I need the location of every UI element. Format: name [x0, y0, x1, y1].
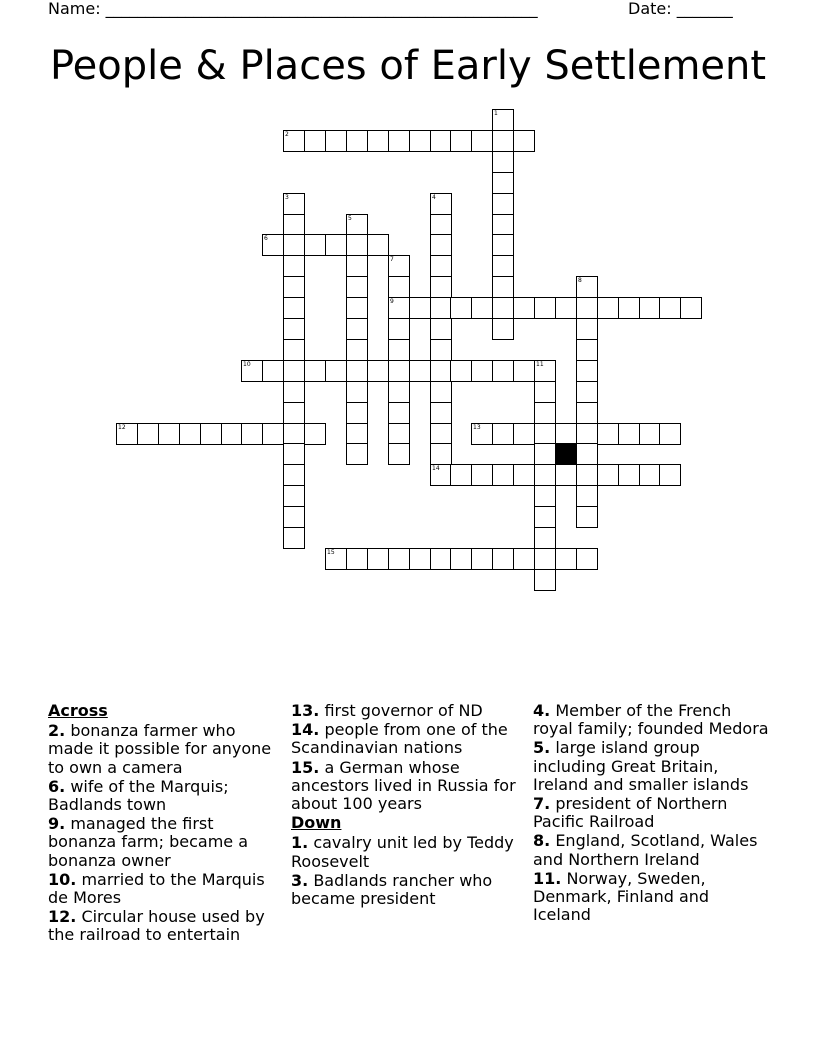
- grid-cell[interactable]: [534, 569, 556, 591]
- grid-cell[interactable]: [346, 443, 368, 465]
- across-clue-9: 9. managed the first bonanza farm; became a bonanza owner: [48, 814, 249, 870]
- grid-cell[interactable]: [492, 193, 514, 215]
- down-clue-11: 11. Norway, Sweden, Denmark, Finland and Iceland: [533, 868, 710, 925]
- grid-cell[interactable]: [555, 464, 577, 486]
- grid-cell[interactable]: [576, 276, 598, 298]
- across-heading: Across: [48, 701, 108, 720]
- grid-cell[interactable]: [430, 234, 452, 256]
- grid-cell[interactable]: [680, 297, 702, 319]
- page-title: People & Places of Early Settlement: [49, 43, 767, 89]
- grid-cell[interactable]: [283, 276, 305, 298]
- grid-cell[interactable]: [534, 360, 556, 382]
- grid-cell[interactable]: [576, 506, 598, 528]
- grid-cell[interactable]: [346, 318, 368, 340]
- grid-cell[interactable]: [283, 485, 305, 507]
- grid-cell[interactable]: [576, 318, 598, 340]
- grid-cell[interactable]: [179, 423, 201, 445]
- grid-cell[interactable]: [283, 214, 305, 236]
- clue-number: 15: [327, 549, 335, 556]
- grid-cell[interactable]: [304, 360, 326, 382]
- grid-cell[interactable]: [388, 443, 410, 465]
- name-field[interactable]: Name: ______________________________________________________: [48, 0, 538, 18]
- grid-cell[interactable]: [346, 360, 368, 382]
- grid-cell[interactable]: [200, 423, 222, 445]
- grid-cell[interactable]: [471, 464, 493, 486]
- grid-cell[interactable]: [576, 443, 598, 465]
- grid-cell[interactable]: [450, 464, 472, 486]
- grid-cell[interactable]: [221, 423, 243, 445]
- grid-cell[interactable]: [346, 234, 368, 256]
- grid-cell[interactable]: [471, 130, 493, 152]
- grid-cell[interactable]: [283, 402, 305, 424]
- grid-cell[interactable]: [283, 423, 305, 445]
- grid-cell[interactable]: [388, 276, 410, 298]
- black-square: [555, 443, 577, 465]
- grid-cell[interactable]: [492, 464, 514, 486]
- grid-cell[interactable]: [262, 360, 284, 382]
- grid-cell[interactable]: [283, 318, 305, 340]
- grid-cell[interactable]: [576, 548, 598, 570]
- clues-column-1: [48, 702, 284, 946]
- grid-cell[interactable]: [283, 339, 305, 361]
- grid-cell[interactable]: [576, 297, 598, 319]
- grid-cell[interactable]: [409, 297, 431, 319]
- grid-cell[interactable]: [618, 297, 640, 319]
- grid-cell[interactable]: [430, 130, 452, 152]
- grid-cell[interactable]: [576, 423, 598, 445]
- grid-cell[interactable]: [430, 402, 452, 424]
- grid-cell[interactable]: [388, 381, 410, 403]
- across-clue-12: 12. Circular house used by the railroad to entertain: [48, 907, 265, 945]
- grid-cell[interactable]: [492, 297, 514, 319]
- clues-column-2: [291, 702, 527, 909]
- grid-cell[interactable]: [346, 548, 368, 570]
- clue-number: 13: [473, 424, 481, 431]
- down-clue-3: 3. Badlands rancher who became president: [291, 870, 493, 909]
- clue-number: 10: [243, 361, 251, 368]
- clue-number: 5: [348, 215, 352, 222]
- grid-cell[interactable]: [283, 297, 305, 319]
- grid-cell[interactable]: [283, 506, 305, 528]
- grid-cell[interactable]: [534, 506, 556, 528]
- across-clue-6: 6. wife of the Marquis; Badlands town: [48, 776, 229, 815]
- grid-cell[interactable]: [534, 423, 556, 445]
- down-clue-1: 1. cavalry unit led by Teddy Roosevelt: [291, 833, 514, 871]
- grid-cell[interactable]: [639, 423, 661, 445]
- grid-cell[interactable]: [367, 360, 389, 382]
- grid-cell[interactable]: [534, 297, 556, 319]
- grid-cell[interactable]: [471, 423, 493, 445]
- grid-cell[interactable]: [450, 130, 472, 152]
- grid-cell[interactable]: [471, 360, 493, 382]
- grid-cell[interactable]: [513, 548, 535, 570]
- grid-cell[interactable]: [283, 255, 305, 277]
- grid-cell[interactable]: [555, 548, 577, 570]
- clue-number: 12: [118, 424, 126, 431]
- grid-cell[interactable]: [576, 485, 598, 507]
- grid-cell[interactable]: [534, 527, 556, 549]
- grid-cell[interactable]: [534, 548, 556, 570]
- clue-number: 7: [390, 256, 394, 263]
- grid-cell[interactable]: [346, 381, 368, 403]
- grid-cell[interactable]: [325, 360, 347, 382]
- grid-cell[interactable]: [639, 297, 661, 319]
- grid-cell[interactable]: [388, 548, 410, 570]
- grid-cell[interactable]: [430, 360, 452, 382]
- grid-cell[interactable]: [513, 297, 535, 319]
- grid-cell[interactable]: [430, 548, 452, 570]
- grid-cell[interactable]: [555, 423, 577, 445]
- grid-cell[interactable]: [430, 276, 452, 298]
- clue-number: 4: [432, 194, 436, 201]
- clue-number: 11: [536, 361, 544, 368]
- grid-cell[interactable]: [492, 109, 514, 131]
- grid-cell[interactable]: [450, 297, 472, 319]
- grid-cell[interactable]: [450, 360, 472, 382]
- grid-cell[interactable]: [492, 130, 514, 152]
- grid-cell[interactable]: [241, 360, 263, 382]
- grid-cell[interactable]: [388, 339, 410, 361]
- grid-cell[interactable]: [283, 527, 305, 549]
- grid-cell[interactable]: [346, 130, 368, 152]
- grid-cell[interactable]: [388, 297, 410, 319]
- down-clue-5: 5. large island group including Great Britain, Ireland and smaller islands: [533, 738, 749, 794]
- grid-cell[interactable]: [346, 339, 368, 361]
- grid-cell[interactable]: [492, 255, 514, 277]
- across-clue-14: 14. people from one of the Scandinavian nations: [291, 720, 508, 758]
- grid-cell[interactable]: [430, 193, 452, 215]
- grid-cell[interactable]: [492, 234, 514, 256]
- grid-cell[interactable]: [576, 339, 598, 361]
- across-clue-15: 15. a German whose ancestors lived in Russia for about 100 years: [291, 757, 516, 814]
- grid-cell[interactable]: [283, 130, 305, 152]
- grid-cell[interactable]: [283, 360, 305, 382]
- grid-cell[interactable]: [513, 464, 535, 486]
- grid-cell[interactable]: [534, 485, 556, 507]
- grid-cell[interactable]: [304, 234, 326, 256]
- clue-number: 1: [494, 110, 498, 117]
- grid-cell[interactable]: [388, 255, 410, 277]
- grid-cell[interactable]: [639, 464, 661, 486]
- grid-cell[interactable]: [618, 423, 640, 445]
- grid-cell[interactable]: [304, 423, 326, 445]
- grid-cell[interactable]: [262, 234, 284, 256]
- grid-cell[interactable]: [576, 464, 598, 486]
- grid-cell[interactable]: [492, 151, 514, 173]
- grid-cell[interactable]: [513, 130, 535, 152]
- clue-number: 2: [285, 131, 289, 138]
- grid-cell[interactable]: [471, 548, 493, 570]
- grid-cell[interactable]: [346, 423, 368, 445]
- grid-cell[interactable]: [409, 548, 431, 570]
- grid-cell[interactable]: [409, 130, 431, 152]
- grid-cell[interactable]: [388, 360, 410, 382]
- grid-cell[interactable]: [534, 402, 556, 424]
- grid-cell[interactable]: [388, 130, 410, 152]
- grid-cell[interactable]: [158, 423, 180, 445]
- grid-cell[interactable]: [534, 381, 556, 403]
- grid-cell[interactable]: [597, 464, 619, 486]
- grid-cell[interactable]: [492, 214, 514, 236]
- grid-cell[interactable]: [492, 276, 514, 298]
- grid-cell[interactable]: [492, 172, 514, 194]
- grid-cell[interactable]: [283, 464, 305, 486]
- grid-cell[interactable]: [137, 423, 159, 445]
- grid-cell[interactable]: [534, 443, 556, 465]
- grid-cell[interactable]: [283, 381, 305, 403]
- grid-cell[interactable]: [116, 423, 138, 445]
- grid-cell[interactable]: [430, 381, 452, 403]
- grid-cell[interactable]: [346, 402, 368, 424]
- across-clue-10: 10. married to the Marquis de Mores: [48, 869, 265, 908]
- grid-cell[interactable]: [492, 423, 514, 445]
- clue-number: 14: [432, 465, 440, 472]
- grid-cell[interactable]: [430, 339, 452, 361]
- clue-number: 3: [285, 194, 289, 201]
- grid-cell[interactable]: [367, 234, 389, 256]
- grid-cell[interactable]: [534, 464, 556, 486]
- clue-number: 9: [390, 298, 394, 305]
- grid-cell[interactable]: [283, 443, 305, 465]
- grid-cell[interactable]: [346, 255, 368, 277]
- grid-cell[interactable]: [388, 423, 410, 445]
- grid-cell[interactable]: [597, 297, 619, 319]
- grid-cell[interactable]: [430, 255, 452, 277]
- grid-cell[interactable]: [576, 360, 598, 382]
- across-clue-13: 13. first governor of ND: [291, 701, 483, 720]
- grid-cell[interactable]: [430, 423, 452, 445]
- clue-number: 8: [578, 277, 582, 284]
- grid-cell[interactable]: [325, 130, 347, 152]
- date-field[interactable]: Date: _______: [628, 0, 733, 18]
- grid-cell[interactable]: [346, 276, 368, 298]
- grid-cell[interactable]: [513, 423, 535, 445]
- grid-cell[interactable]: [576, 402, 598, 424]
- grid-cell[interactable]: [304, 130, 326, 152]
- grid-cell[interactable]: [430, 464, 452, 486]
- grid-cell[interactable]: [659, 464, 681, 486]
- grid-cell[interactable]: [346, 297, 368, 319]
- grid-cell[interactable]: [492, 548, 514, 570]
- grid-cell[interactable]: [283, 193, 305, 215]
- grid-cell[interactable]: [492, 318, 514, 340]
- grid-cell[interactable]: [513, 360, 535, 382]
- down-clue-7: 7. president of Northern Pacific Railroad: [533, 794, 728, 832]
- across-clue-2: 2. bonanza farmer who made it possible for anyone to own a camera: [48, 721, 272, 777]
- grid-cell[interactable]: [409, 360, 431, 382]
- grid-cell[interactable]: [346, 214, 368, 236]
- grid-cell[interactable]: [325, 548, 347, 570]
- grid-cell[interactable]: [430, 443, 452, 465]
- down-clue-4: 4. Member of the French royal family; founded Medora: [533, 701, 769, 739]
- grid-cell[interactable]: [492, 360, 514, 382]
- grid-cell[interactable]: [430, 214, 452, 236]
- grid-cell[interactable]: [430, 297, 452, 319]
- grid-cell[interactable]: [659, 423, 681, 445]
- grid-cell[interactable]: [555, 297, 577, 319]
- grid-cell[interactable]: [430, 318, 452, 340]
- grid-cell[interactable]: [241, 423, 263, 445]
- grid-cell[interactable]: [471, 297, 493, 319]
- grid-cell[interactable]: [367, 548, 389, 570]
- grid-cell[interactable]: [367, 130, 389, 152]
- grid-cell[interactable]: [618, 464, 640, 486]
- grid-cell[interactable]: [388, 402, 410, 424]
- clue-number: 6: [264, 235, 268, 242]
- grid-cell[interactable]: [450, 548, 472, 570]
- grid-cell[interactable]: [262, 423, 284, 445]
- grid-cell[interactable]: [576, 381, 598, 403]
- grid-cell[interactable]: [325, 234, 347, 256]
- clues-column-3: [533, 702, 769, 925]
- down-clue-8: 8. England, Scotland, Wales and Northern Ireland: [533, 831, 758, 869]
- down-heading: Down: [291, 813, 342, 833]
- grid-cell[interactable]: [283, 234, 305, 256]
- grid-cell[interactable]: [388, 318, 410, 340]
- grid-cell[interactable]: [659, 297, 681, 319]
- grid-cell[interactable]: [597, 423, 619, 445]
